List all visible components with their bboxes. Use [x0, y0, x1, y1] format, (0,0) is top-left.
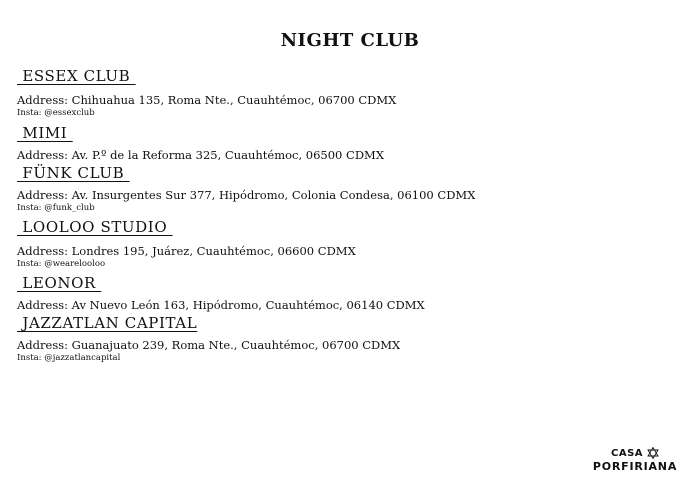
venue-name: MIMI	[17, 124, 73, 142]
venue-name: LEONOR	[17, 274, 102, 292]
venue-address: Address: Av. P.º de la Reforma 325, Cuauhtémoc, 06500 CDMX	[17, 148, 385, 162]
venue-leonor	[17, 273, 677, 313]
venue-jazzatlan-capital	[17, 313, 677, 364]
venue-insta: Insta: @funk_club	[17, 203, 95, 213]
page-title: NIGHT CLUB	[280, 30, 420, 51]
venue-address: Address: Av Nuevo León 163, Hipódromo, Cuauhtémoc, 06140 CDMX	[17, 298, 425, 312]
logo-line2: PORFIRIANA	[592, 460, 678, 473]
venue-funk-club	[17, 163, 677, 214]
venue-list	[17, 66, 677, 364]
venue-insta: Insta: @essexclub	[17, 108, 95, 118]
venue-insta: Insta: @wearelooloo	[17, 259, 106, 269]
venue-mimi	[17, 123, 677, 163]
logo-line1: CASA	[610, 447, 644, 459]
venue-name: ESSEX CLUB	[17, 67, 136, 85]
star-of-david-icon	[647, 447, 659, 459]
venue-address: Address: Guanajuato 239, Roma Nte., Cuauhtémoc, 06700 CDMX	[17, 338, 401, 352]
venue-name: LOOLOO STUDIO	[17, 218, 173, 236]
venue-address: Address: Av. Insurgentes Sur 377, Hipódromo, Colonia Condesa, 06100 CDMX	[17, 188, 476, 202]
venue-essex-club	[17, 66, 677, 119]
venue-looloo-studio	[17, 217, 677, 270]
venue-insta: Insta: @jazzatlancapital	[17, 353, 121, 363]
venue-name: FÜNK CLUB	[17, 164, 130, 182]
venue-name: JAZZATLAN CAPITAL	[17, 314, 198, 332]
venue-address: Address: Chihuahua 135, Roma Nte., Cuauhtémoc, 06700 CDMX	[17, 93, 397, 107]
venue-address: Address: Londres 195, Juárez, Cuauhtémoc, 06600 CDMX	[17, 244, 356, 258]
casa-porfiriana-logo	[590, 447, 680, 473]
